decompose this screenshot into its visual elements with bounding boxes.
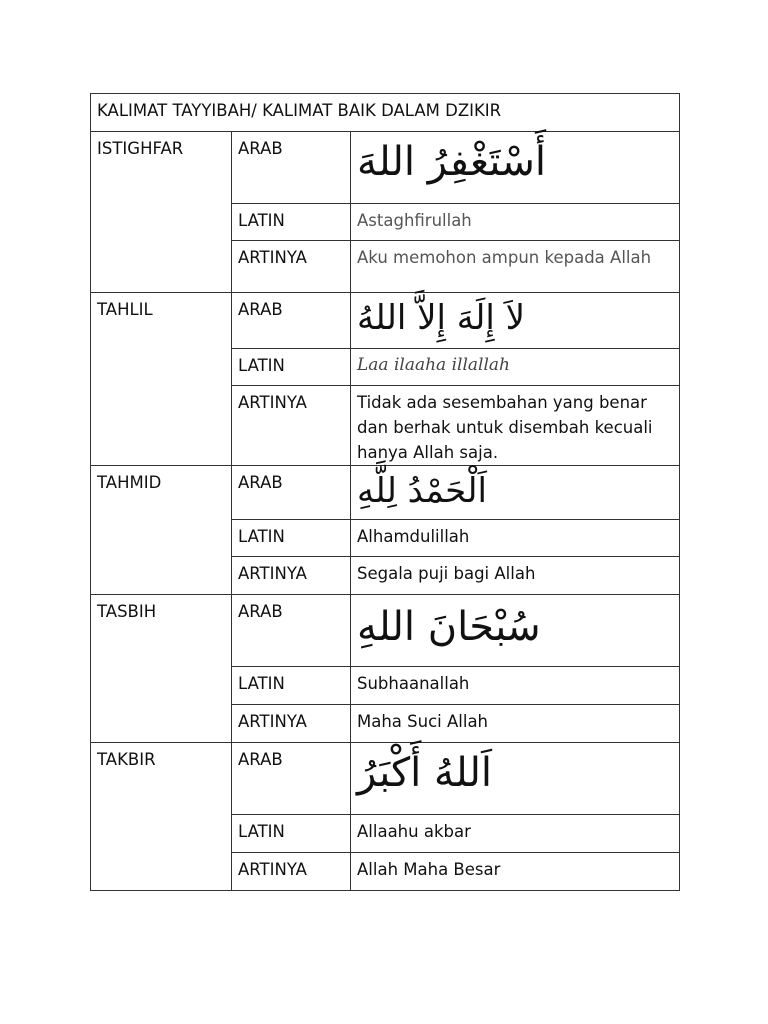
label-arab: ARAB [232, 293, 351, 349]
section-row-arab [91, 132, 680, 204]
label-artinya: ARTINYA [232, 241, 351, 293]
section-name: ISTIGHFAR [91, 132, 232, 293]
label-artinya: ARTINYA [232, 705, 351, 743]
arabic-text: أَسْتَغْفِرُ اللهَ [357, 139, 547, 185]
title-row [91, 94, 680, 132]
latin-text: Laa ilaaha illallah [351, 349, 680, 386]
latin-text: Astaghfirullah [351, 204, 680, 241]
arabic-cell [351, 466, 680, 520]
meaning-text: Allah Maha Besar [351, 853, 680, 891]
section-row-arab [91, 466, 680, 520]
label-artinya: ARTINYA [232, 386, 351, 466]
section-row-arab [91, 743, 680, 815]
meaning-text: Tidak ada sesembahan yang benar dan berhak untuk disembah kecuali hanya Allah saja. [351, 386, 680, 466]
label-arab: ARAB [232, 743, 351, 815]
dzikir-table [90, 93, 680, 891]
section-row-arab [91, 595, 680, 667]
label-arab: ARAB [232, 466, 351, 520]
label-arab: ARAB [232, 595, 351, 667]
arabic-cell [351, 595, 680, 667]
label-latin: LATIN [232, 204, 351, 241]
arabic-text: اَللهُ أَكْبَرُ [357, 750, 492, 796]
table-title: KALIMAT TAYYIBAH/ KALIMAT BAIK DALAM DZIKIR [91, 94, 680, 132]
label-arab: ARAB [232, 132, 351, 204]
latin-text: Alhamdulillah [351, 520, 680, 557]
section-name: TAHMID [91, 466, 232, 595]
label-latin: LATIN [232, 520, 351, 557]
meaning-text: Maha Suci Allah [351, 705, 680, 743]
arabic-cell [351, 293, 680, 349]
section-name: TASBIH [91, 595, 232, 743]
arabic-text: اَلْحَمْدُ لِلَّهِ [357, 471, 487, 511]
label-latin: LATIN [232, 815, 351, 853]
section-name: TAHLIL [91, 293, 232, 466]
arabic-text: لاَ إِلَهَ إِلاَّ اللهُ [357, 298, 525, 338]
label-latin: LATIN [232, 349, 351, 386]
latin-text: Subhaanallah [351, 667, 680, 705]
section-name: TAKBIR [91, 743, 232, 891]
meaning-text: Aku memohon ampun kepada Allah [351, 241, 680, 293]
arabic-cell [351, 743, 680, 815]
arabic-cell [351, 132, 680, 204]
arabic-text: سُبْحَانَ اللهِ [357, 604, 541, 650]
label-latin: LATIN [232, 667, 351, 705]
dzikir-sheet [90, 93, 679, 891]
label-artinya: ARTINYA [232, 557, 351, 595]
meaning-text: Segala puji bagi Allah [351, 557, 680, 595]
latin-text: Allaahu akbar [351, 815, 680, 853]
label-artinya: ARTINYA [232, 853, 351, 891]
section-row-arab [91, 293, 680, 349]
